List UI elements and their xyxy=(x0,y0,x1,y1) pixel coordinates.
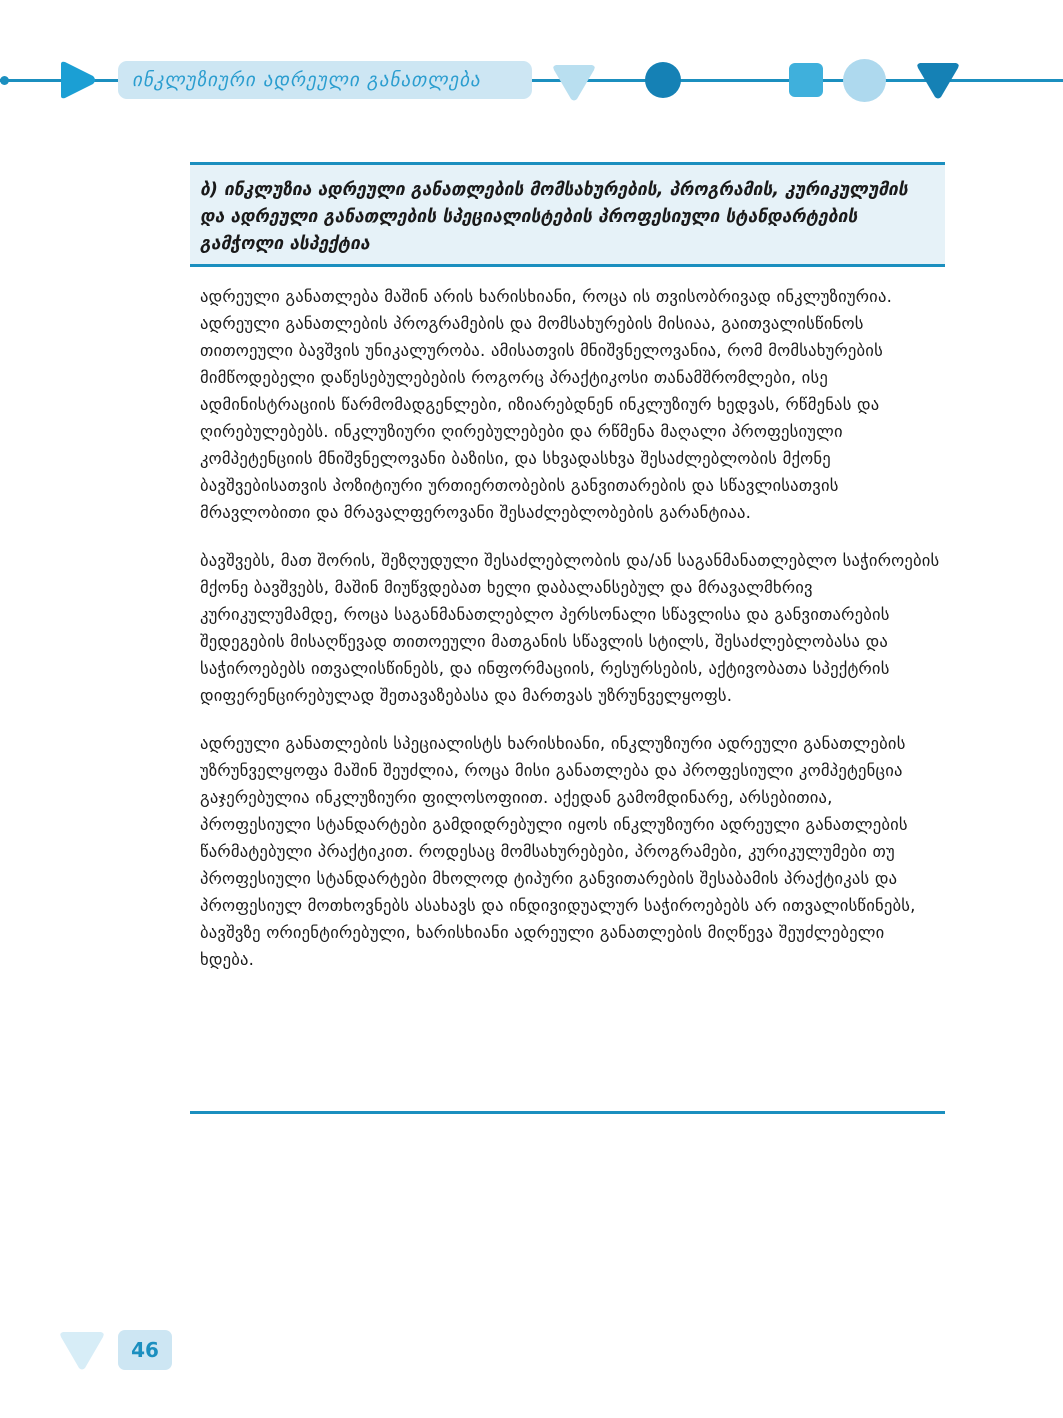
circle-shape-icon xyxy=(645,62,681,98)
body-text xyxy=(200,283,940,994)
paragraph: ადრეული განათლების სპეციალისტს ხარისხიანი, ინკლუზიური ადრეული განათლების უზრუნველყოფა მაშინ შეუძლია, როცა მისი განათლება და პროფესიული კომპეტენცია გაჯერებულია ინკლუზიური ფილოსოფიით. აქედან გამომდინარე, არსებითია, პროფესიული სტანდარტები გამდიდრებული იყოს ინკლუზიური ადრეული განათლების წარმატებული პრაქტიკით. როდესაც მომსახურებები, პროგრამები, კურიკულუმები თუ პროფესიული სტანდარტები მხოლოდ ტიპური განვითარების შესაბამის პრაქტიკას და პროფესიულ მოთხოვნებს ასახავს და ინდივიდუალურ საჭიროებებს არ ითვალისწინებს, ბავშვზე ორიენტირებული, ხარისხიანი ადრეული განათლების მიღწევა შეუძლებელი ხდება. xyxy=(200,734,916,969)
footer-triangle-icon xyxy=(59,1331,105,1371)
paragraph: ბავშვებს, მათ შორის, შეზღუდული შესაძლებლობის და/ან საგანმანათლებლო საჭიროების მქონე ბავშვებს, მაშინ მიუწვდებათ ხელი დაბალანსებულ და მრავალმხრივ კურიკულუმამდე, როცა საგანმანათლებლო პერსონალი სწავლისა და განვითარების შედეგების მისაღწევად თითოეული მათგანის სწავლის სტილს, შესაძლებლობასა და საჭიროებებს ითვალისწინებს, და ინფორმაციის, რესურსების, აქტივობათა სპექტრის დიფერენცირებულად შეთავაზებასა და მართვას უზრუნველყოფს. xyxy=(200,551,940,705)
paragraph: ადრეული განათლება მაშინ არის ხარისხიანი, როცა ის თვისობრივად ინკლუზიურია. ადრეული განათლების პროგრამების და მომსახურების მისიაა, გაითვალისწინოს თითოეული ბავშვის უნიკალურობა. ამისათვის მნიშვნელოვანია, რომ მომსახურების მიმწოდებელი დაწესებულებების როგორც პრაქტიკოსი თანამშრომლები, ისე ადმინისტრაციის წარმომადგენლები, იზიარებდნენ ინკლუზიურ ხედვას, რწმენას და ღირებულებებს. ინკლუზიური ღირებულებები და რწმენა მაღალი პროფესიული კომპეტენციის მნიშვნელოვანი ბაზისი, და სხვადასხვა შესაძლებლობის მქონე ბავშვებისათვის პოზიტიური ურთიერთობების განვითარების და სწავლისათვის მრავლობითი და მრავალფეროვანი შესაძლებლობების გარანტიაა. xyxy=(200,287,893,522)
header-title-box xyxy=(118,61,532,99)
play-triangle-icon xyxy=(57,61,97,99)
page-number: 46 xyxy=(131,1338,159,1362)
header-dot xyxy=(0,76,9,85)
header-title: ინკლუზიური ადრეული განათლება xyxy=(132,69,481,91)
dark-triangle-icon xyxy=(916,62,960,100)
page-number-box xyxy=(118,1330,172,1370)
square-shape-icon xyxy=(789,63,823,97)
light-circle-shape-icon xyxy=(843,59,886,102)
light-triangle-icon xyxy=(552,64,596,102)
section-bottom-rule xyxy=(190,1111,945,1114)
section-heading: ბ) ინკლუზია ადრეული განათლების მომსახურების, პროგრამის, კურიკულუმის და ადრეული განათლების სპეციალისტების პროფესიული სტანდარტების გამჭოლი ასპექტია xyxy=(200,180,908,254)
section-heading-box xyxy=(190,162,945,267)
